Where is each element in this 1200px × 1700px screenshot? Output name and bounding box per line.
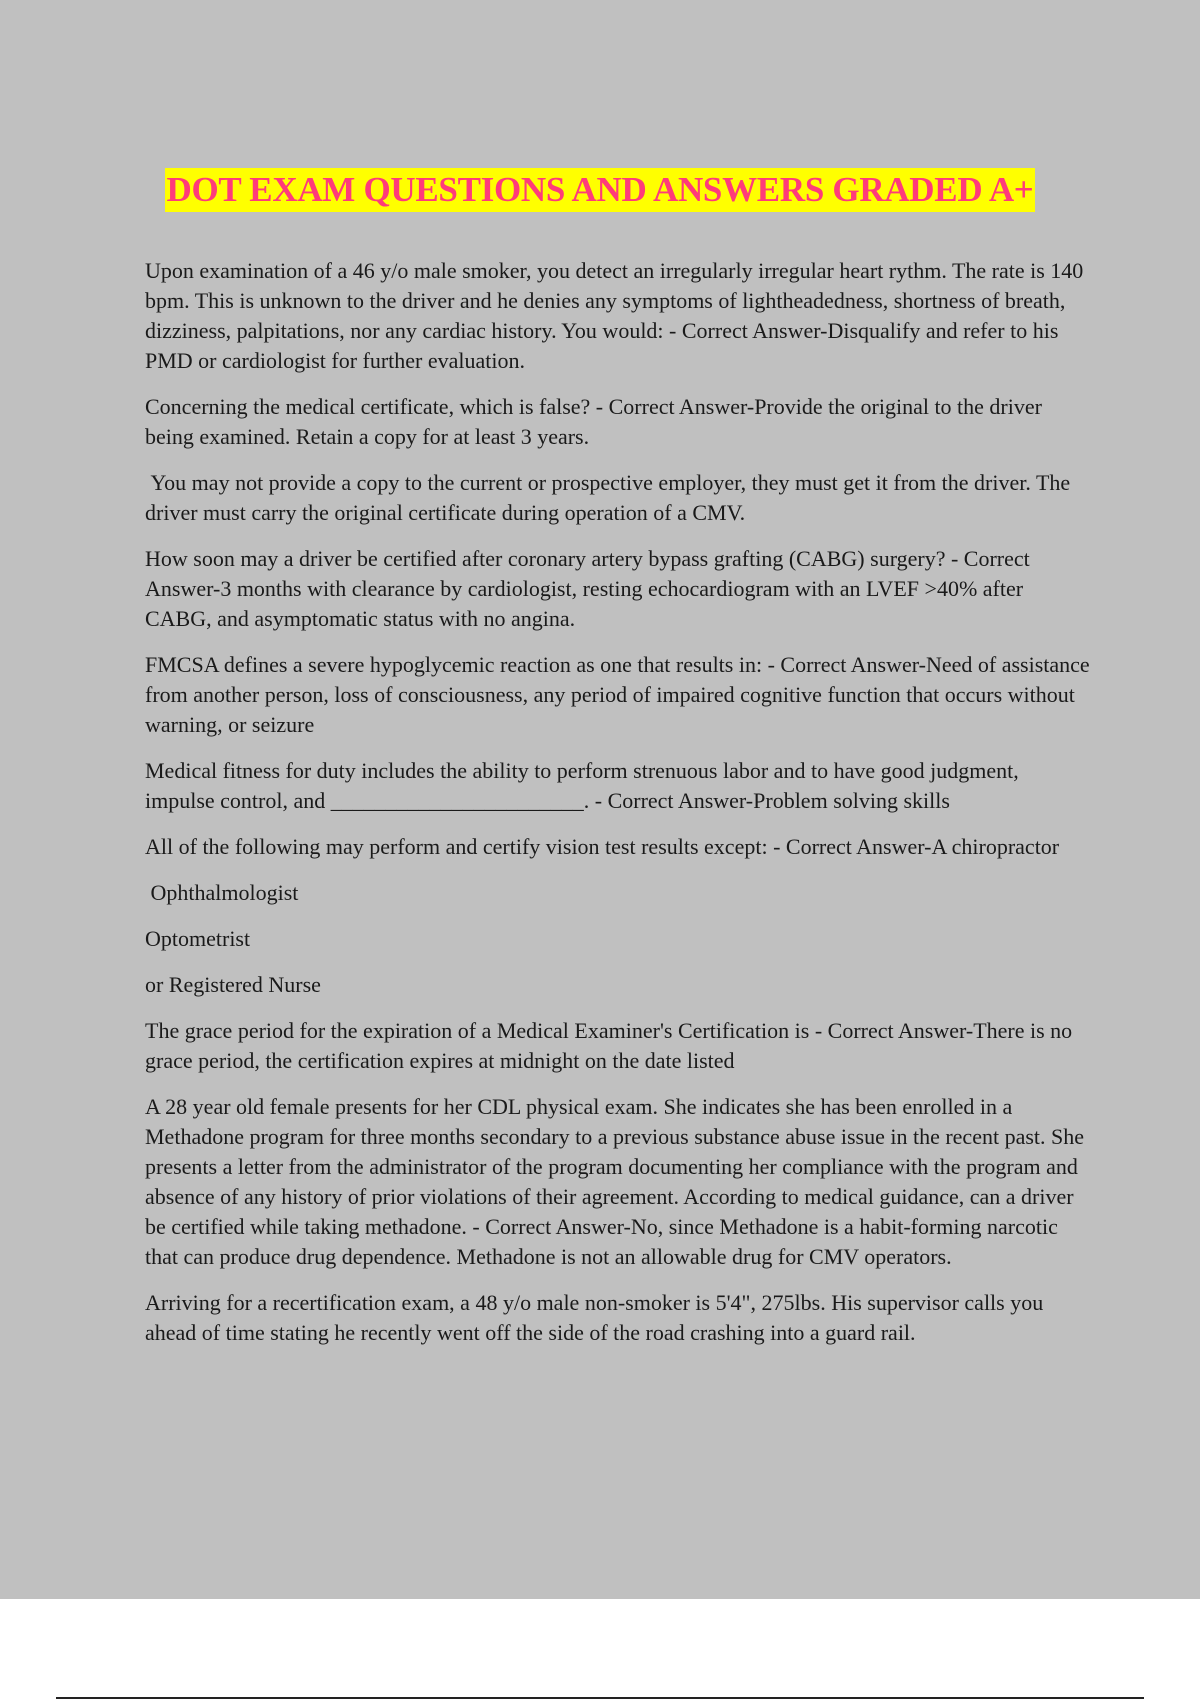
question-hypoglycemic: FMCSA defines a severe hypoglycemic reaction as one that results in: - Correct Answer-Need of assistance from another person, loss of consciousness, any period of impaired cognitive function that occurs without warning, or seizure <box>145 652 1090 737</box>
question-grace-period: The grace period for the expiration of a Medical Examiner's Certification is - Correct Answer-There is no grace period, the certification expires at midnight on the date listed <box>145 1018 1073 1073</box>
vision-option-ophthalmologist: Ophthalmologist <box>145 880 299 905</box>
question-fitness-for-duty: Medical fitness for duty includes the ability to perform strenuous labor and to have good judgment, impulse control, and _______________________. - Correct Answer-Problem solving skills <box>145 758 1019 813</box>
question-atrial-fibrillation: Upon examination of a 46 y/o male smoker, you detect an irregularly irregular heart rythm. The rate is 140 bpm. This is unknown to the driver and he denies any symptoms of lightheadedness, shortness of breath, dizziness, palpitations, nor any cardiac history. You would: - Correct Answer-Disqualify and refer to his PMD or cardiologist for further evaluation. <box>145 258 1084 373</box>
question-methadone: A 28 year old female presents for her CDL physical exam. She indicates she has been enrolled in a Methadone program for three months secondary to a previous substance abuse issue in the recent past. She presents a letter from the administrator of the program documenting her compliance with the program and absence of any history of prior violations of their agreement. According to medical guidance, can a driver be certified while taking methadone. - Correct Answer-No, since Methadone is a habit-forming narcotic that can produce drug dependence. Methadone is not an allowable drug for CMV operators. <box>145 1094 1085 1269</box>
question-recertification: Arriving for a recertification exam, a 48 y/o male non-smoker is 5'4", 275lbs. His supervisor calls you ahead of time stating he recently went off the side of the road crashing into a guard rail. <box>145 1290 1044 1345</box>
document-title: DOT EXAM QUESTIONS AND ANSWERS GRADED A+ <box>165 168 1036 212</box>
document-body <box>145 256 1090 1364</box>
question-medical-certificate: Concerning the medical certificate, which is false? - Correct Answer-Provide the original to the driver being examined. Retain a copy for at least 3 years. <box>145 394 1042 449</box>
vision-option-optometrist: Optometrist <box>145 926 251 951</box>
certificate-copy-note: You may not provide a copy to the current or prospective employer, they must get it from the driver. The driver must carry the original certificate during operation of a CMV. <box>145 470 1076 525</box>
question-vision-test: All of the following may perform and certify vision test results except: - Correct Answer-A chiropractor <box>145 834 1060 859</box>
question-cabg: How soon may a driver be certified after coronary artery bypass grafting (CABG) surgery? - Correct Answer-3 months with clearance by cardiologist, resting echocardiogram with an LVEF >40% after CABG, and asymptomatic status with no angina. <box>145 546 1030 631</box>
vision-option-registered-nurse: or Registered Nurse <box>145 972 321 997</box>
footer-divider <box>56 1697 1144 1699</box>
title-container <box>0 168 1200 212</box>
